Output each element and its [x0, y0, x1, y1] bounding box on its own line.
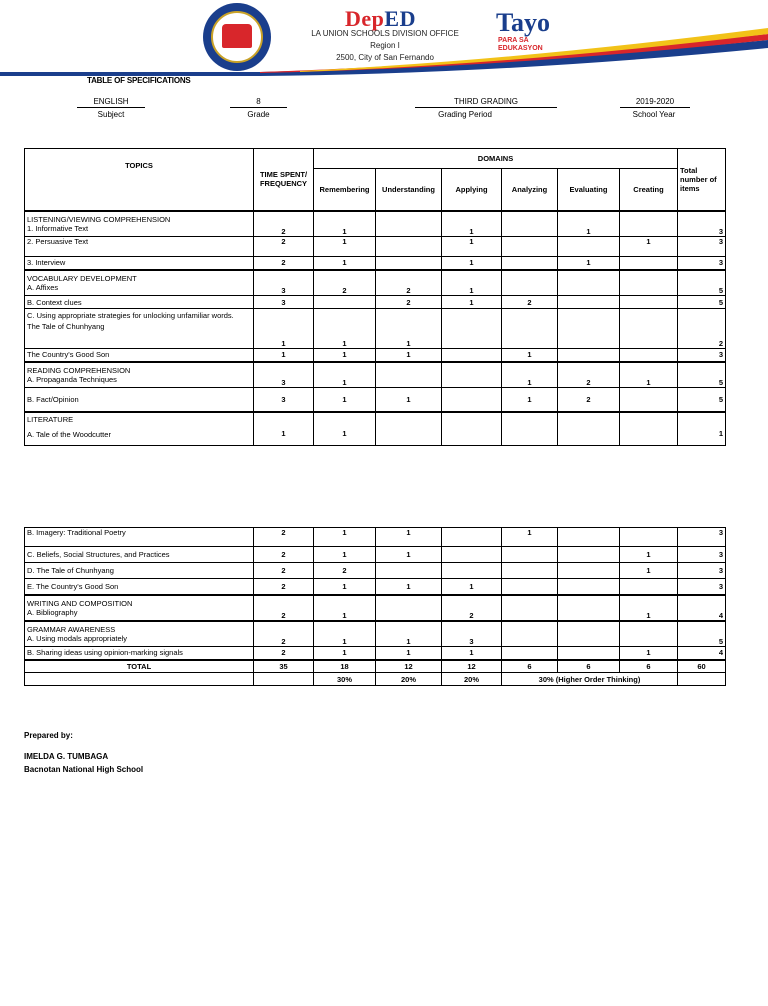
section-title: VOCABULARY DEVELOPMENT [27, 273, 137, 283]
header-applying: Applying [442, 169, 502, 211]
table-row: D. The Tale of Chunhyang 2 2 1 3 [25, 563, 726, 579]
section-title: WRITING AND COMPOSITION [27, 598, 133, 608]
preparer-name: IMELDA G. TUMBAGA [24, 752, 109, 761]
topic-sublabel: The Tale of Chunhyang [27, 322, 105, 331]
header-domains: DOMAINS [314, 149, 678, 169]
prepared-by-label: Prepared by: [24, 731, 73, 740]
document-title: TABLE OF SPECIFICATIONS [87, 76, 191, 85]
table-row: B. Fact/Opinion 3 1 1 1 2 5 [25, 388, 726, 412]
table-row: 3. Interview 2 1 1 1 3 [25, 257, 726, 270]
topic-label: B. Imagery: Traditional Poetry [25, 528, 254, 547]
subject-label: Subject [97, 110, 125, 119]
table-row: B. Context clues 3 2 1 2 5 [25, 296, 726, 309]
period-label: Grading Period [438, 110, 492, 119]
topic-label: A. Propaganda Techniques [27, 374, 117, 384]
topic-label: A. Tale of the Woodcutter [27, 429, 111, 439]
total-row: TOTAL 35 18 12 12 6 6 6 60 [25, 660, 726, 673]
office-region: Region I [370, 41, 400, 50]
table-row: C. Using appropriate strategies for unlocking unfamiliar words. The Tale of Chunhyang 1 1 1 2 [25, 309, 726, 349]
section-title: GRAMMAR AWARENESS [27, 624, 116, 634]
topic-label: 3. Interview [25, 257, 254, 270]
table-row: E. The Country's Good Son 2 1 1 1 3 [25, 579, 726, 595]
topic-label: 2. Persuasive Text [25, 237, 254, 257]
table-row: C. Beliefs, Social Structures, and Practices 2 1 1 1 3 [25, 547, 726, 563]
table-row: LISTENING/VIEWING COMPREHENSION 1. Informative Text 2 1 1 1 3 [25, 211, 726, 237]
header-analyzing: Analyzing [502, 169, 558, 211]
year-label: School Year [632, 110, 676, 119]
subject-value: ENGLISH [77, 97, 145, 108]
tayo-logo: Tayo [496, 8, 550, 37]
topic-label: D. The Tale of Chunhyang [25, 563, 254, 579]
topic-label: 1. Informative Text [27, 223, 89, 233]
tayo-subtitle: PARA SA EDUKASYON [498, 37, 543, 52]
section-title: LITERATURE [27, 414, 74, 424]
table-row: READING COMPREHENSION A. Propaganda Techniques 3 1 1 2 1 5 [25, 362, 726, 388]
table-row: B. Sharing ideas using opinion-marking signals 2 1 1 1 1 4 [25, 647, 726, 660]
header-remembering: Remembering [314, 169, 376, 211]
table-row: The Country's Good Son 1 1 1 1 3 [25, 349, 726, 362]
grade-label: Grade [247, 110, 270, 119]
table-row: GRAMMAR AWARENESS A. Using modals appropriately 2 1 1 3 5 [25, 621, 726, 647]
period-value: THIRD GRADING [415, 97, 557, 108]
topic-label: A. Bibliography [27, 607, 78, 617]
header-evaluating: Evaluating [558, 169, 620, 211]
topic-label: C. Using appropriate strategies for unlocking unfamiliar words. [27, 311, 234, 320]
topic-label: A. Affixes [27, 282, 59, 292]
header-time-spent: TIME SPENT/ FREQUENCY [254, 149, 314, 211]
topic-label: The Country's Good Son [25, 349, 254, 362]
preparer-school: Bacnotan National High School [24, 765, 144, 774]
header-total: Total number of items [678, 149, 726, 211]
header-understanding: Understanding [376, 169, 442, 211]
table-row: LITERATURE A. Tale of the Woodcutter 1 1 1 [25, 412, 726, 446]
topic-label: B. Fact/Opinion [25, 388, 254, 412]
table-row: 2. Persuasive Text 2 1 1 1 3 [25, 237, 726, 257]
table-row: B. Imagery: Traditional Poetry 2 1 1 1 3 [25, 528, 726, 547]
total-label: TOTAL [25, 660, 254, 673]
percentage-row: 30% 20% 20% 30% (Higher Order Thinking) [25, 673, 726, 686]
topic-label: A. Using modals appropriately [27, 633, 128, 643]
office-address: 2500, City of San Fernando [336, 53, 434, 62]
header-topics: TOPICS [25, 149, 254, 211]
topic-label: B. Context clues [25, 296, 254, 309]
grade-value: 8 [230, 97, 287, 108]
specification-table-bottom [24, 527, 726, 686]
topic-label: E. The Country's Good Son [25, 579, 254, 595]
specification-table-top [24, 148, 726, 446]
table-row: VOCABULARY DEVELOPMENT A. Affixes 3 2 2 1 5 [25, 270, 726, 296]
topic-label: B. Sharing ideas using opinion-marking signals [25, 647, 254, 660]
office-name: LA UNION SCHOOLS DIVISION OFFICE [311, 29, 459, 38]
seal-emblem [222, 24, 252, 48]
hot-percentage: 30% (Higher Order Thinking) [502, 673, 678, 686]
header-creating: Creating [620, 169, 678, 211]
table-row: WRITING AND COMPOSITION A. Bibliography 2 1 2 1 4 [25, 595, 726, 621]
section-title: LISTENING/VIEWING COMPREHENSION [27, 214, 171, 224]
deped-logo: DepED [345, 6, 416, 31]
year-value: 2019-2020 [620, 97, 690, 108]
section-title: READING COMPREHENSION [27, 365, 131, 375]
topic-label: C. Beliefs, Social Structures, and Practices [25, 547, 254, 563]
